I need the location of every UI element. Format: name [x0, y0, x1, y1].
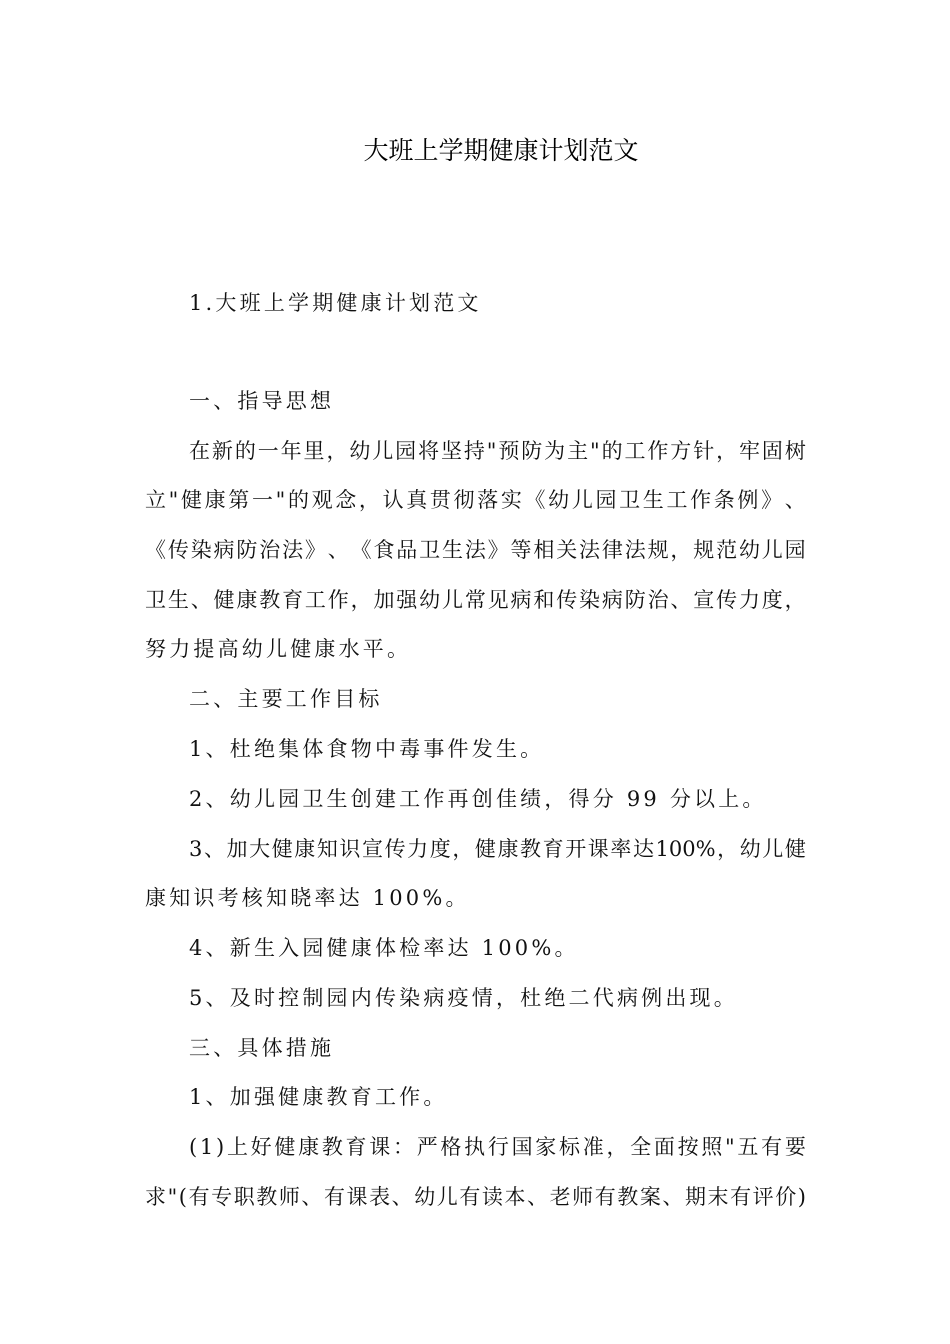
- goal-3-line-1: 3 、 加 大 健 康 知 识 宣 传 力 度 ， 健 康 教 育 开 课 率 达 100% ， 幼 儿 健: [189, 837, 806, 861]
- document-subtitle: 1.大班上学期健康计划范文: [189, 291, 482, 315]
- section-1-line-2: 立 " 健 康 第 一 " 的 观 念 ， 认 真 贯 彻 落 实 《 幼 儿 园 卫 生 工 作 条 例 》 、: [145, 488, 806, 512]
- goal-3-line-2: 康知识考核知晓率达 100%。: [145, 886, 470, 910]
- goal-4: 4、新生入园健康体检率达 100%。: [189, 936, 579, 960]
- section-2-heading: 二、主要工作目标: [189, 687, 383, 711]
- measure-1-sub-line-2: 求 " ( 有 专 职 教 师 、 有 课 表 、 幼 儿 有 读 本 、 老 师 有 教 案 、 期 末 有 评 价 ): [145, 1185, 806, 1209]
- goal-1: 1、杜绝集体食物中毒事件发生。: [189, 737, 545, 761]
- section-3-heading: 三、具体措施: [189, 1036, 335, 1060]
- section-1-heading: 一、指导思想: [189, 389, 335, 413]
- goal-2: 2、幼儿园卫生创建工作再创佳绩，得分 99 分以上。: [189, 787, 767, 811]
- section-1-line-1: 在 新 的 一 年 里 ， 幼 儿 园 将 坚 持 " 预 防 为 主 " 的 工 作 方 针 ， 牢 固 树: [189, 439, 806, 463]
- section-1-line-3: 《 传 染 病 防 治 法 》 、 《 食 品 卫 生 法 》 等 相 关 法 律 法 规 ， 规 范 幼 儿 园: [145, 538, 806, 562]
- goal-5: 5、及时控制园内传染病疫情，杜绝二代病例出现。: [189, 986, 738, 1010]
- measure-1: 1、加强健康教育工作。: [189, 1085, 448, 1109]
- section-1-line-4: 卫 生 、 健 康 教 育 工 作 ， 加 强 幼 儿 常 见 病 和 传 染 病 防 治 、 宣 传 力 度 ，: [145, 588, 806, 612]
- document-title: 大班上学期健康计划范文: [363, 136, 639, 165]
- measure-1-sub-line-1: ( 1 ) 上 好 健 康 教 育 课 ： 严 格 执 行 国 家 标 准 ， 全 面 按 照 " 五 有 要: [189, 1135, 806, 1159]
- section-1-line-5: 努力提高幼儿健康水平。: [145, 637, 412, 661]
